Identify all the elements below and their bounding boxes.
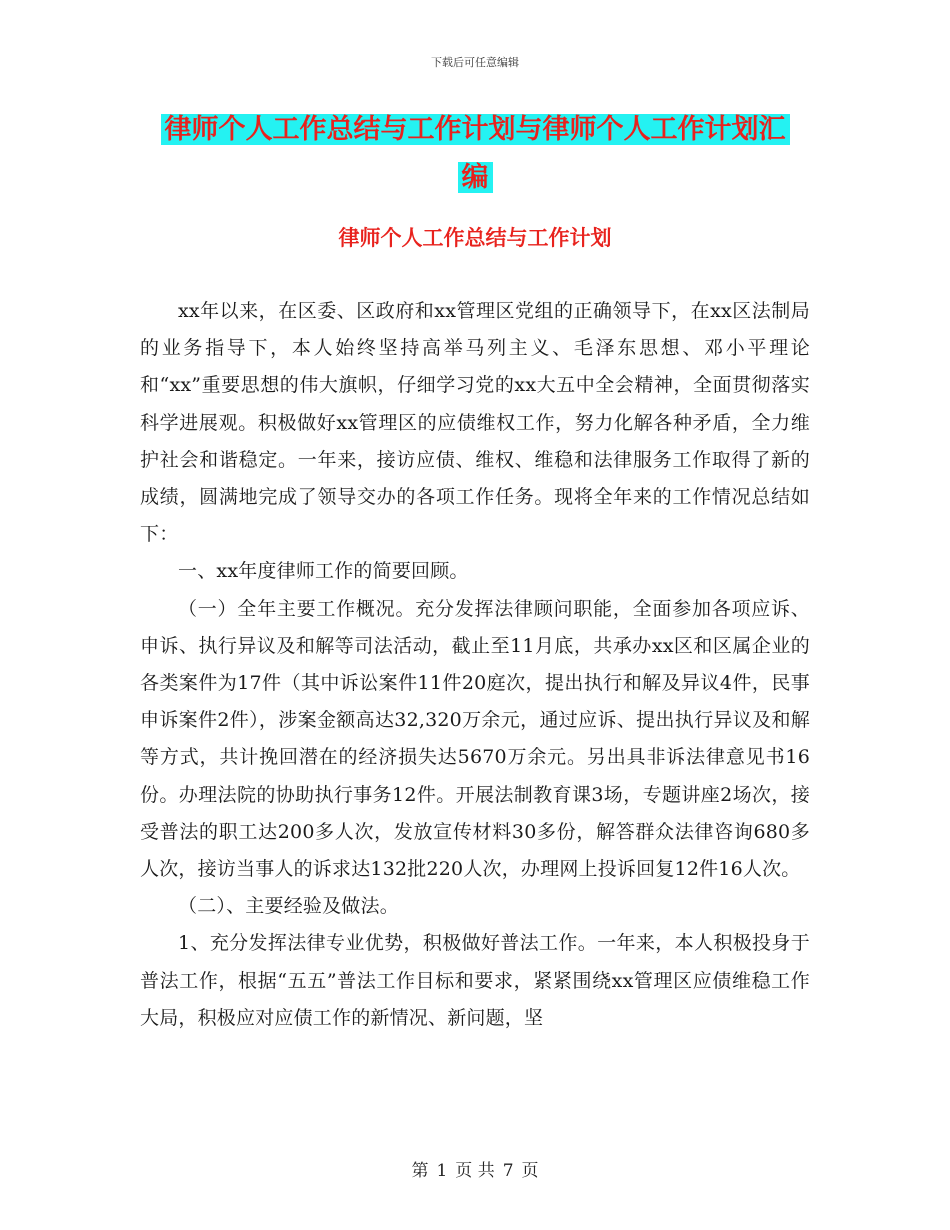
footer-suffix: 页 bbox=[521, 1161, 539, 1181]
body-paragraph: （二）、主要经验及做法。 bbox=[178, 895, 399, 918]
footer-prefix: 第 bbox=[411, 1161, 429, 1181]
document-body bbox=[140, 293, 810, 1037]
header-note: 下载后可任意编辑 bbox=[431, 56, 519, 69]
body-paragraph: 一、xx年度律师工作的简要回顾。 bbox=[178, 560, 469, 583]
body-paragraph: xx年以来，在区委、区政府和xx管理区党组的正确领导下，在xx区法制局的业务指导下，本人始终坚持高举马列主义、毛泽东思想、邓小平理论和“xx”重要思想的伟大旗帜，仔细学习党的xx大五中全会精神，全面贯彻落实科学进展观。积极做好xx管理区的应债维权工作，努力化解各种矛盾，全力维护社会和谐稳定。一年来，接访应债、维权、维稳和法律服务工作取得了新的成绩，圆满地完成了领导交办的各项工作任务。现将全年来的工作情况总结如下： bbox=[140, 300, 810, 546]
body-paragraph: 1、充分发挥法律专业优势，积极做好普法工作。一年来，本人积极投身于普法工作，根据“五五”普法工作目标和要求，紧紧围绕xx管理区应债维稳工作大局，积极应对应债工作的新情况、新问题，坚 bbox=[140, 932, 810, 1029]
document-title bbox=[140, 106, 810, 202]
body-paragraph: （一）全年主要工作概况。充分发挥法律顾问职能，全面参加各项应诉、申诉、执行异议及和解等司法活动，截止至11月底，共承办xx区和区属企业的各类案件为17件（其中诉讼案件11件20庭次，提出执行和解及异议4件，民事申诉案件2件），涉案金额高达32,320万余元，通过应诉、提出执行异议及和解等方式，共计挽回潜在的经济损失达5670万余元。另出具非诉法律意见书16份。办理法院的协助执行事务12件。开展法制教育课3场，专题讲座2场次，接受普法的职工达200多人次，发放宣传材料30多份，解答群众法律咨询680多人次，接访当事人的诉求达132批220人次，办理网上投诉回复12件16人次。 bbox=[140, 597, 810, 881]
page-footer bbox=[0, 1156, 950, 1181]
document-title-line-2: 编 bbox=[458, 162, 493, 193]
footer-page-number: 1 bbox=[436, 1161, 448, 1181]
document-title-line-1: 律师个人工作总结与工作计划与律师个人工作计划汇 bbox=[161, 114, 790, 145]
footer-total-pages: 7 bbox=[502, 1161, 514, 1181]
section-title: 律师个人工作总结与工作计划 bbox=[338, 226, 612, 250]
footer-mid: 页 共 bbox=[455, 1161, 495, 1181]
